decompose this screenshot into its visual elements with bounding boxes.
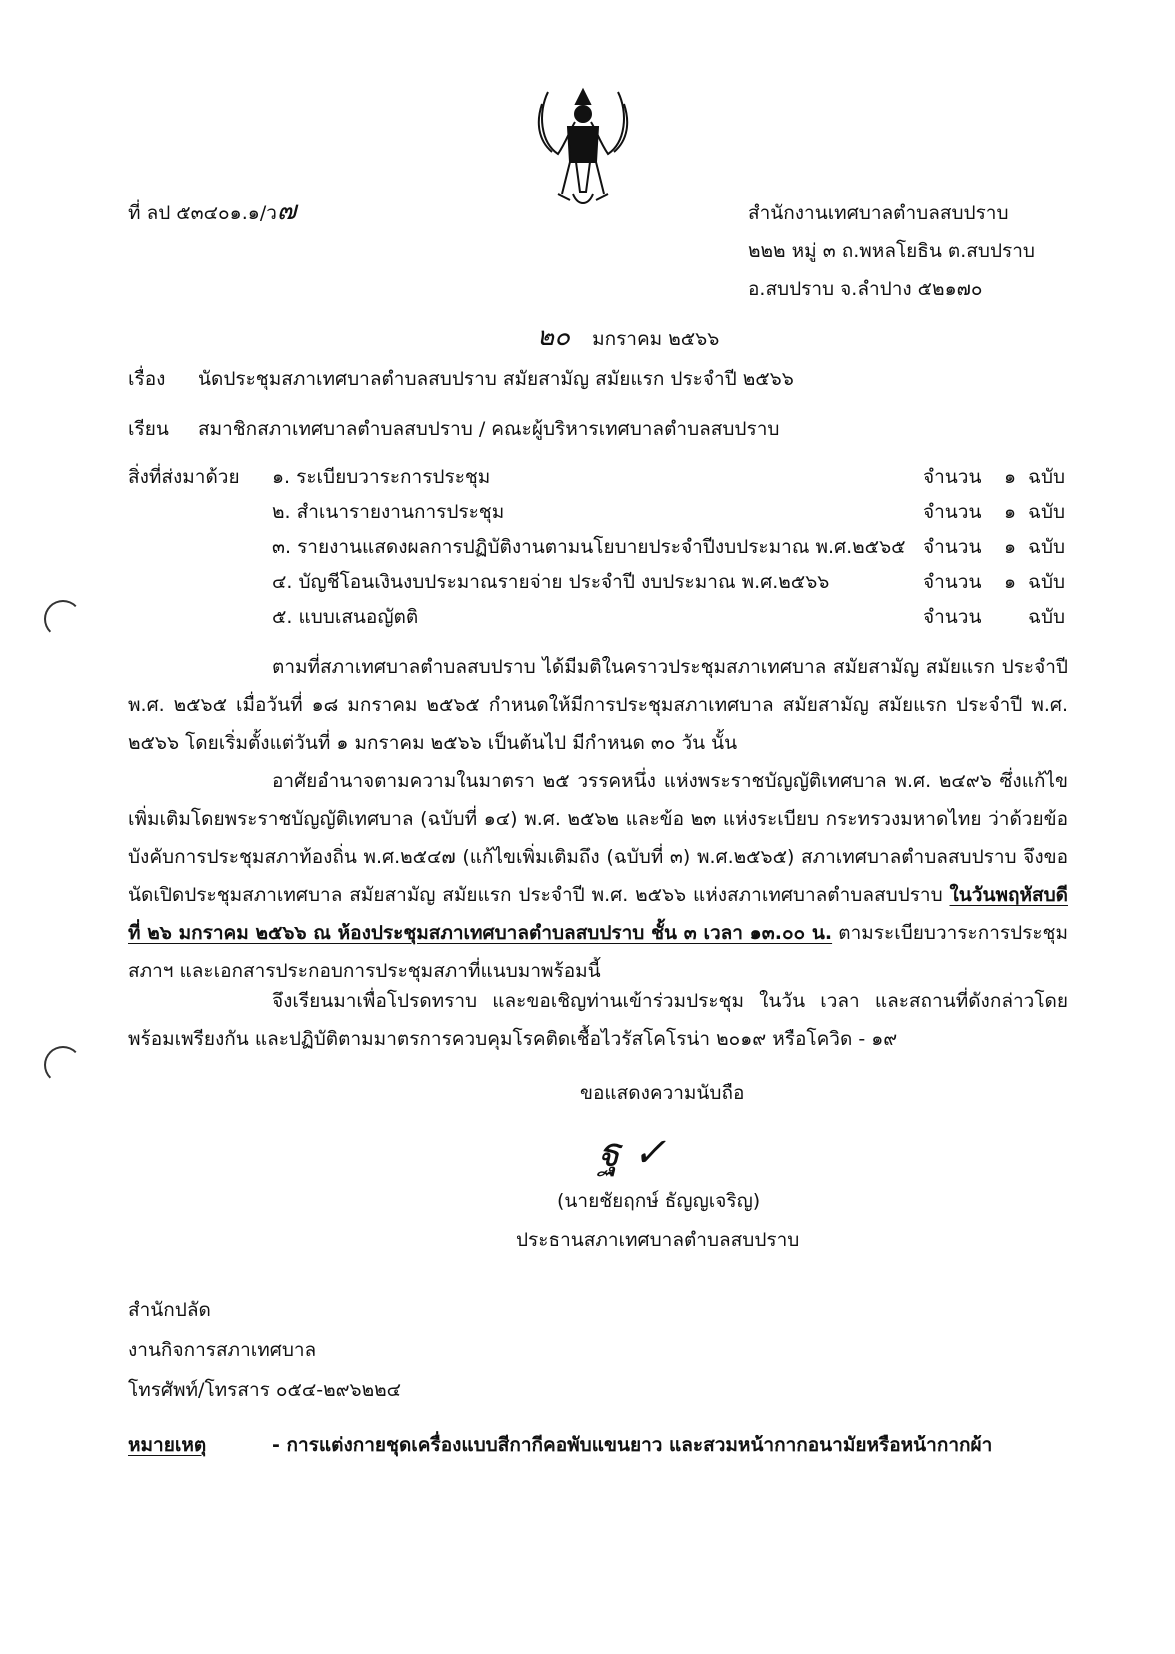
office-address (748, 194, 1035, 308)
attachment-qty-label: จำนวน (923, 466, 982, 488)
closing-regards: ขอแสดงความนับถือ (580, 1082, 745, 1104)
attachment-unit: ฉบับ (1028, 501, 1066, 523)
attachment-item (128, 602, 1068, 636)
attachment-qty-label: จำนวน (923, 571, 982, 593)
attachment-unit: ฉบับ (1028, 466, 1066, 488)
attachment-text: ๔. บัญชีโอนเงินงบประมาณรายจ่าย ประจำปี งบประมาณ พ.ศ.๒๕๖๖ (272, 571, 830, 593)
footer-line-2: งานกิจการสภาเทศบาล (128, 1339, 317, 1361)
recipient-row (128, 414, 780, 444)
recipient-label: เรียน (128, 418, 169, 440)
attachment-qty-label: จำนวน (923, 501, 982, 523)
attachment-unit: ฉบับ (1028, 536, 1066, 558)
note-row (128, 1430, 993, 1460)
footer-line-3: โทรศัพท์/โทรสาร ๐๕๔-๒๙๖๒๒๔ (128, 1379, 402, 1401)
attachment-unit: ฉบับ (1028, 606, 1066, 628)
office-address-line-1: สำนักงานเทศบาลตำบลสบปราบ (748, 202, 1009, 224)
meeting-datetime-location: ในวันพฤหัสบดีที่ ๒๖ มกราคม ๒๕๖๖ ณ ห้องประชุมสภาเทศบาลตำบลสบปราบ ชั้น ๓ เวลา ๑๓.๐๐ น. (128, 884, 1068, 944)
attachment-count: ๑ (1003, 571, 1017, 593)
document-number-handwritten: ๗ (276, 196, 297, 226)
subject-row (128, 364, 794, 394)
attachment-text: ๑. ระเบียบวาระการประชุม (272, 466, 491, 488)
attachment-item (128, 497, 1068, 531)
attachment-text: ๒. สำเนารายงานการประชุม (272, 501, 505, 523)
signatory-name: (นายชัยฤกษ์ ธัญญเจริญ) (557, 1190, 761, 1212)
attachment-item (128, 532, 1068, 566)
attachments-label: สิ่งที่ส่งมาด้วย (128, 466, 240, 488)
attachment-qty-label: จำนวน (923, 536, 982, 558)
subject-label: เรื่อง (128, 368, 166, 390)
garuda-emblem-icon (528, 82, 638, 212)
recipient-text: สมาชิกสภาเทศบาลตำบลสบปราบ / คณะผู้บริหารเทศบาลตำบลสบปราบ (198, 418, 780, 440)
attachment-count: ๑ (1003, 536, 1017, 558)
document-number-text: ที่ ลป ๕๓๔๐๑.๑/ว (128, 202, 277, 224)
attachment-text: ๓. รายงานแสดงผลการปฏิบัติงานตามนโยบายประจำปีงบประมาณ พ.ศ.๒๕๖๕ (272, 536, 906, 558)
note-label: หมายเหตุ (128, 1434, 207, 1456)
body-paragraph-3: จึงเรียนมาเพื่อโปรดทราบ และขอเชิญท่านเข้าร่วมประชุม ในวัน เวลา และสถานที่ดังกล่าวโดยพร้อมเพรียงกัน และปฏิบัติตามมาตรการควบคุมโรคติดเชื้อไวรัสโคโรน่า ๒๐๑๙ หรือโควิด - ๑๙ (128, 990, 1068, 1050)
office-address-line-3: อ.สบปราบ จ.ลำปาง ๕๒๑๗๐ (748, 278, 983, 300)
attachment-unit: ฉบับ (1028, 571, 1066, 593)
contact-footer (128, 1290, 401, 1410)
attachment-qty-label: จำนวน (923, 606, 982, 628)
attachment-count: ๑ (1003, 501, 1017, 523)
attachment-count: ๑ (1003, 466, 1017, 488)
date-day-handwritten: ๒๐ (537, 322, 571, 352)
footer-line-1: สำนักปลัด (128, 1299, 211, 1321)
body-paragraph-2 (128, 762, 1068, 990)
attachment-item (128, 567, 1068, 601)
signatory-position: ประธานสภาเทศบาลตำบลสบปราบ (516, 1229, 800, 1251)
subject-text: นัดประชุมสภาเทศบาลตำบลสบปราบ สมัยสามัญ สมัยแรก ประจำปี ๒๕๖๖ (198, 368, 794, 390)
body-paragraph-1: ตามที่สภาเทศบาลตำบลสบปราบ ได้มีมติในคราวประชุมสภาเทศบาล สมัยสามัญ สมัยแรก ประจำปี พ.ศ. ๒๕๖๕ เมื่อวันที่ ๑๘ มกราคม ๒๕๖๕ กำหนดให้มีการประชุมสภาเทศบาล สมัยสามัญ สมัยแรก ประจำปี พ.ศ. ๒๕๖๖ โดยเริ่มตั้งแต่วันที่ ๑ มกราคม ๒๕๖๖ เป็นต้นไป มีกำหนด ๓๐ วัน นั้น (128, 656, 1068, 754)
body-paragraph-2-text: อาศัยอำนาจตามความในมาตรา ๒๕ วรรคหนึ่ง แห่งพระราชบัญญัติเทศบาล พ.ศ. ๒๔๙๖ ซึ่งแก้ไขเพิ่มเติมโดยพระราชบัญญัติเทศบาล (ฉบับที่ ๑๔) พ.ศ. ๒๕๖๒ และข้อ ๒๓ แห่งระเบียบ กระทรวงมหาดไทย ว่าด้วยข้อบังคับการประชุมสภาท้องถิ่น พ.ศ.๒๕๔๗ (แก้ไขเพิ่มเติมถึง (ฉบับที่ ๓) พ.ศ.๒๕๖๕) สภาเทศบาลตำบลสบปราบ จึงขอนัดเปิดประชุมสภาเทศบาล สมัยสามัญ สมัยแรก ประจำปี พ.ศ. ๒๕๖๖ แห่งสภาเทศบาลตำบลสบปราบ (128, 770, 1068, 906)
office-address-line-2: ๒๒๒ หมู่ ๓ ถ.พหลโยธิน ต.สบปราบ (748, 240, 1035, 262)
attachment-item (128, 462, 1068, 496)
punch-hole-mark (44, 600, 82, 638)
punch-hole-mark (44, 1046, 82, 1084)
document-number (128, 190, 296, 231)
note-text: - การแต่งกายชุดเครื่องแบบสีกากีคอพับแขนยาว และสวมหน้ากากอนามัยหรือหน้ากากผ้า (272, 1434, 993, 1456)
date-month-year: มกราคม ๒๕๖๖ (592, 328, 720, 350)
attachment-text: ๕. แบบเสนอญัตติ (272, 606, 419, 628)
signature: ฐ ✓ (598, 1130, 667, 1176)
body-paragraph-2-end: ตามระเบียบวาระการประชุมสภาฯ และเอกสารประกอบการประชุมสภาที่แนบมาพร้อมนี้ (128, 922, 1068, 982)
document-date (537, 316, 719, 357)
